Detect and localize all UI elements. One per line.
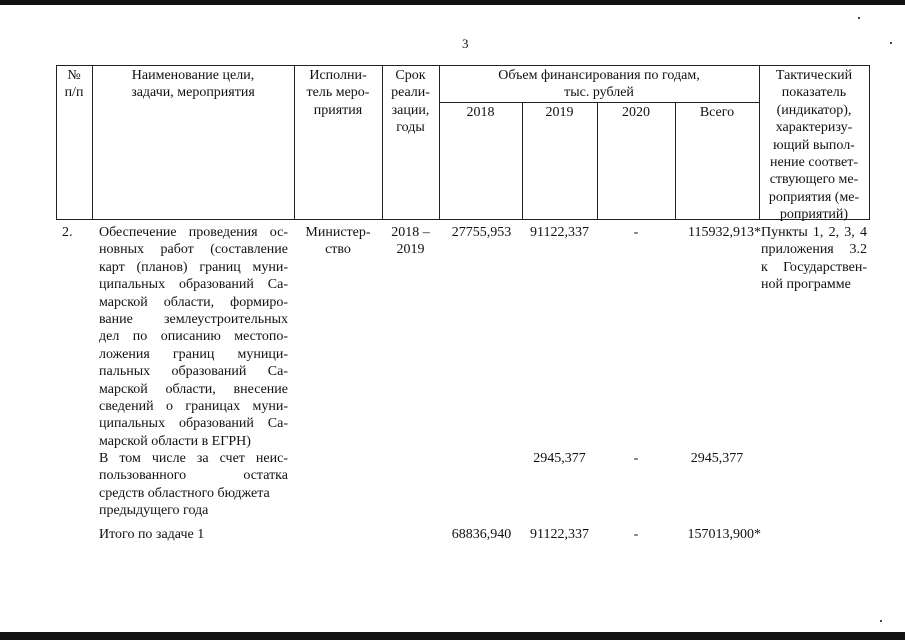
row-sub-name: В том числе за счет неис- пользованного остатка средств областного бюджета предыдущего года [99, 451, 288, 519]
row-main-executor: Министер- ство [305, 225, 371, 258]
row-main-2018: 27755,953 [451, 225, 512, 240]
header-financing: Объем финансирования по годам, тыс. рублей [498, 68, 700, 101]
scan-speck [890, 42, 892, 44]
row-total-name: Итого по задаче 1 [99, 527, 205, 542]
row-main-term: 2018 – 2019 [391, 225, 430, 258]
row-total-total: 157013,900* [687, 527, 761, 542]
row-main-name: Обеспечение проведения ос- новных работ (составление карт (планов) границ муни- ципальных образований Са- марской области, формиро- вание землеустроительных дел по описанию местопо- ложения границ муници- пальных образований Са- марской области, внесение сведений о границах муни- ципальных образований Са- марской области в ЕГРН) [99, 225, 288, 449]
row-sub-2019: 2945,377 [533, 451, 586, 466]
row-total-2019: 91122,337 [530, 527, 589, 542]
scan-speck [858, 17, 860, 19]
header-bottom-line [56, 219, 870, 220]
scan-speck [880, 620, 882, 622]
header-executor: Исполни- тель меро- приятия [306, 68, 370, 118]
row-sub-total: 2945,377 [690, 451, 744, 466]
row-main-2020: - [633, 225, 639, 240]
row-sub-2020: - [633, 451, 639, 466]
header-name: Наименование цели, задачи, мероприятия [131, 68, 255, 101]
row-main-2019: 91122,337 [530, 225, 589, 240]
page-number: 3 [462, 36, 469, 51]
header-indicator: Тактический показатель (индикатор), характеризу- ющий выпол- нение соответ- ствующего ме- роприятия (ме- роприятий) [768, 68, 860, 223]
header-year-2018: 2018 [466, 105, 495, 120]
scan-bottom-border [0, 632, 905, 640]
row-main-num: 2. [62, 225, 73, 240]
header-term: Срок реали- зации, годы [391, 68, 430, 136]
header-year-2020: 2020 [622, 105, 650, 120]
row-main-indicator: Пункты 1, 2, 3, 4 приложения 3.2 к Государствен- ной программе [761, 225, 867, 293]
row-main-total: 115932,913* [688, 225, 761, 240]
header-num: № п/п [64, 68, 84, 101]
row-total-2020: - [633, 527, 639, 542]
header-year-total: Всего [699, 105, 735, 120]
table-border-right [869, 65, 870, 220]
scan-top-border [0, 0, 905, 5]
header-year-2019: 2019 [545, 105, 574, 120]
financing-subheader-line [439, 102, 759, 103]
table-border-top [56, 65, 870, 66]
row-total-2018: 68836,940 [451, 527, 512, 542]
